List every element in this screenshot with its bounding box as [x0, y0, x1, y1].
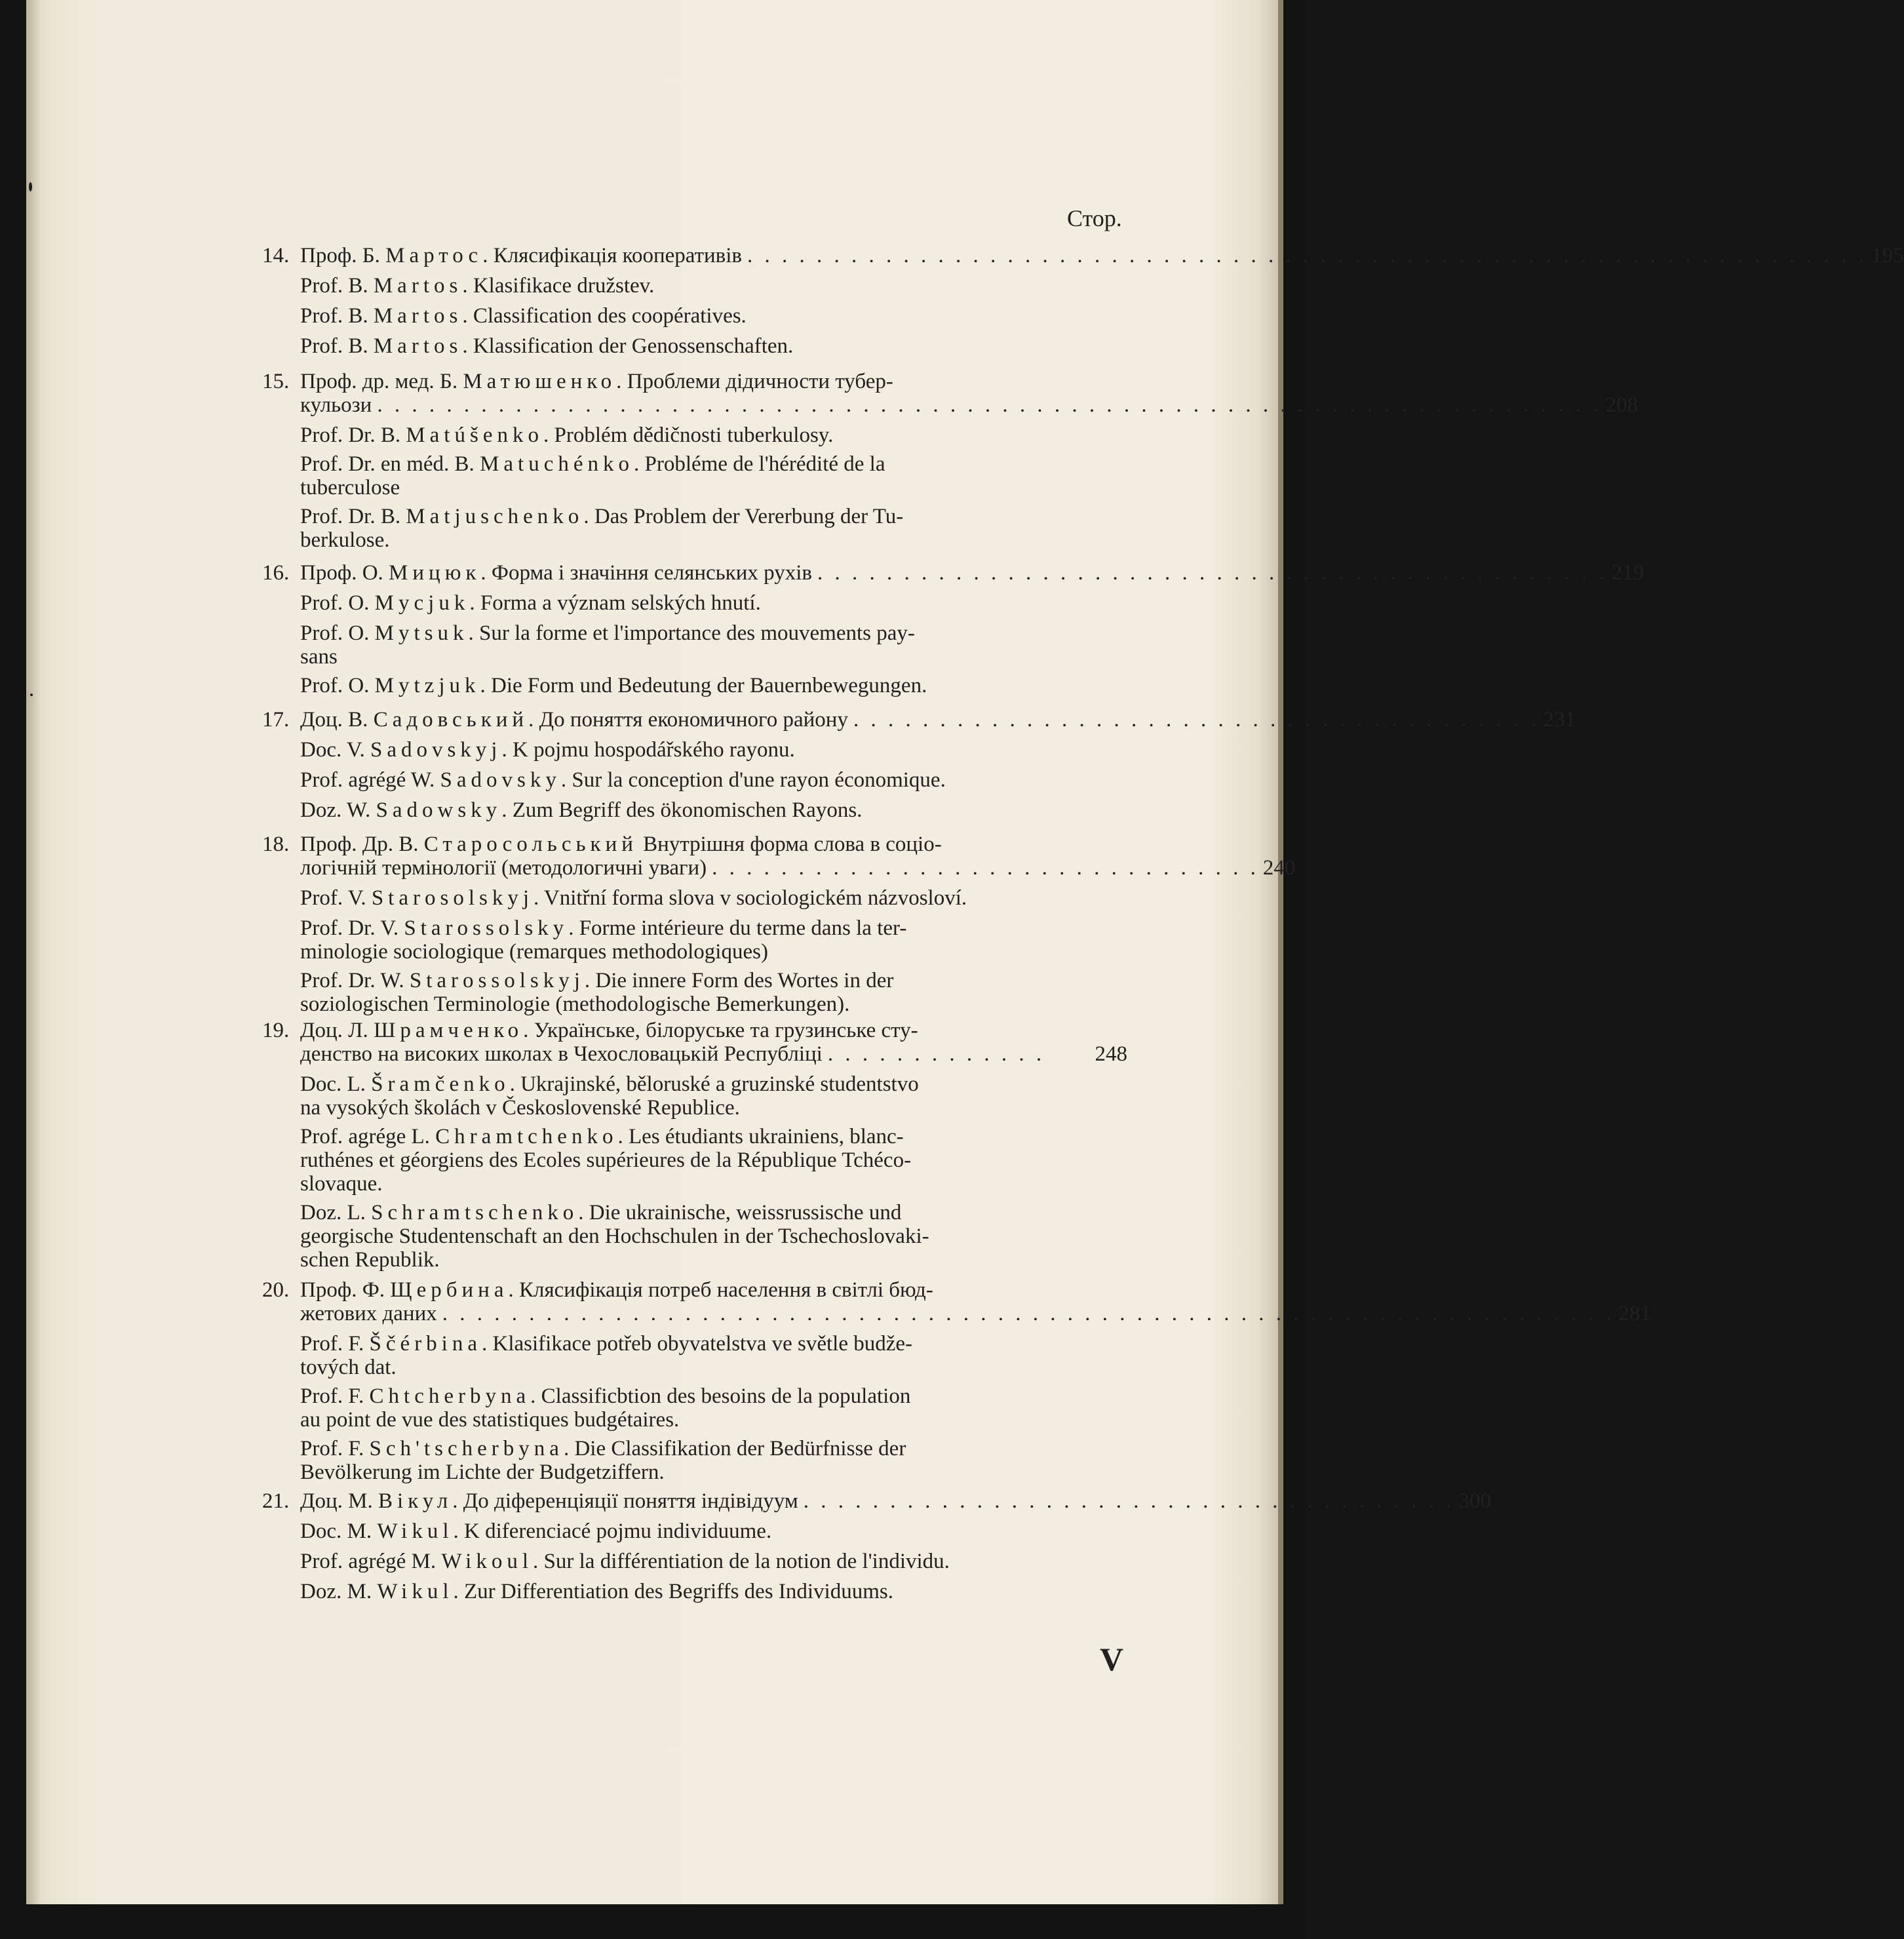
- leader-dots: . . . . . . . . . . . . . . . . . . . . . . . . . . . . . . . . . . . . . . . . . . . . . . . . . . . . . . . . . . . . . . . . .: [747, 244, 1868, 267]
- entry-title: . Клясифікація кооперативів: [482, 244, 743, 267]
- entry-title: . Форма і значіння селянських рухів: [480, 561, 812, 585]
- entry-title-cont: логічній термінології (методологичні уваги) . . . . . . . . . . . . . . . . . . . . . . . . . . . . . . . . 240: [300, 856, 1296, 880]
- leader-dots: . . . . . . . . . . . . . . . . . . . . . . . . . . . . . . . . . . . . . . . . . . . . . .: [817, 561, 1608, 585]
- translation-cont: slovaque.: [300, 1172, 383, 1196]
- leader-dots: . . . . . . . . . . . . . . . . . . . . . . . . . . . . . . . .: [712, 856, 1259, 880]
- page-number: 281: [1618, 1302, 1651, 1325]
- author-name: Sch'tscherbyna: [369, 1437, 564, 1460]
- translation-line: Prof. Dr. en méd. B. Matuchénko. Probléme de l'hérédité de la: [300, 452, 885, 476]
- entry-title-line: [300, 244, 1904, 268]
- entry-title-line: Доц. В. Садовський. До поняття економичного району . . . . . . . . . . . . . . . . . . . . . . . . . . . . . . . . . . . . . . . . 231: [300, 708, 1576, 732]
- author-name: Chtcherbyna: [369, 1384, 531, 1408]
- author-name: Starossolskyj: [409, 969, 585, 992]
- translation-line: Prof. F. Chtcherbyna. Classificbtion des besoins de la population: [300, 1384, 911, 1408]
- translation-line: Prof. B. Martos. Classification des coopératives.: [300, 304, 747, 328]
- translation-line: Prof. Dr. B. Matúšenko. Problém dědičnosti tuberkulosy.: [300, 423, 834, 447]
- translation-cont: georgische Studentenschaft an den Hochschulen in der Tschechoslovaki-: [300, 1224, 929, 1248]
- page-numeral: V: [1100, 1641, 1124, 1677]
- translation-cont: minologie sociologique (remarques methodologiques): [300, 940, 768, 964]
- author-name: Šramčenko: [371, 1072, 510, 1096]
- entry-number: 19.: [262, 1019, 290, 1042]
- author-name: Старосольський: [423, 832, 638, 856]
- author-name: Ščérbina: [369, 1332, 482, 1356]
- entry-number: 21.: [262, 1489, 290, 1513]
- entry-title-line: Проф. Др. В. Старосольський Внутрішня форма слова в соціо-: [300, 832, 942, 856]
- author-name: Матюшенко: [463, 370, 617, 393]
- translation-cont: Bevölkerung im Lichte der Budgetziffern.: [300, 1460, 665, 1484]
- translation-cont: na vysokých školách v Československé Republice.: [300, 1096, 740, 1120]
- translation-line: Doz. W. Sadowsky. Zum Begriff des ökonomischen Rayons.: [300, 798, 863, 822]
- author-name: Starossolsky: [404, 916, 569, 940]
- translation-line: Prof. O. Mycjuk. Forma a význam selských hnutí.: [300, 591, 761, 615]
- translation-line: Prof. Dr. B. Matjuschenko. Das Problem der Vererbung der Tu-: [300, 505, 904, 528]
- entry-title-cont: жетових даних . . . . . . . . . . . . . . . . . . . . . . . . . . . . . . . . . . . . . . . . . . . . . . . . . . . . . . . . . . . . . . . . . . . . 281: [300, 1302, 1651, 1325]
- author-name: Sadovskyj: [370, 738, 502, 762]
- author-name: Martos: [373, 334, 463, 358]
- entry-title: Внутрішня форма слова в соціо-: [637, 832, 942, 856]
- author-name: Matúšenko: [406, 423, 543, 447]
- entry-title: . До поняття економичного району: [528, 708, 848, 732]
- translation-line: Doz. L. Schramtschenko. Die ukrainische, weissrussische und: [300, 1201, 902, 1224]
- page-number: 219: [1611, 561, 1644, 585]
- entry-title: . Клясифікація потреб населення в світлі бюд-: [508, 1278, 933, 1302]
- translation-line: Doz. M. Wikul. Zur Differentiation des Begriffs des Individuums.: [300, 1580, 893, 1603]
- translation-cont: tuberculose: [300, 476, 400, 499]
- leader-dots: . . . . . . . . . . . . . . . . . . . . . . . . . . . . . . . . . . . . . .: [803, 1489, 1455, 1513]
- entry-number: 18.: [262, 832, 290, 856]
- author-name: Мицюк: [389, 561, 481, 585]
- entry-number: 16.: [262, 561, 290, 585]
- page-number: 195: [1871, 244, 1904, 267]
- author-name: Chramtchenko: [435, 1125, 618, 1148]
- entry-title-line: Проф. др. мед. Б. Матюшенко. Проблеми дідичности тубер-: [300, 370, 893, 393]
- translation-line: Prof. V. Starosolskyj. Vnitřní forma slova v sociologickém názvosloví.: [300, 886, 967, 910]
- author-name: Wikoul: [441, 1550, 534, 1573]
- leader-dots: . . . . . . . . . . . . . . . . . . . . . . . . . . . . . . . . . . . . . . . . . . . . . . . . . . . . . . . . . . . . . . . . . . . .: [442, 1302, 1615, 1325]
- translation-line: Prof. O. Mytsuk. Sur la forme et l'importance des mouvements pay-: [300, 621, 915, 645]
- entry-title-cont: кульози . . . . . . . . . . . . . . . . . . . . . . . . . . . . . . . . . . . . . . . . . . . . . . . . . . . . . . . . . . . . . . . . . . . . . . . 208: [300, 393, 1639, 417]
- translation-line: Doc. M. Wikul. K diferenciacé pojmu individuume.: [300, 1519, 772, 1543]
- author-name: Садовський: [373, 708, 529, 732]
- author-name: Starosolskyj: [371, 886, 534, 910]
- translation-cont: sans: [300, 645, 338, 669]
- translation-cont: tových dat.: [300, 1356, 397, 1379]
- translation-cont: au point de vue des statistiques budgétaires.: [300, 1408, 680, 1432]
- author-name: Matuchénko: [480, 452, 634, 476]
- entry-title-line: Проф. Ф. Щербина. Клясифікація потреб населення в світлі бюд-: [300, 1278, 933, 1302]
- entry-title-line: Проф. О. Мицюк. Форма і значіння селянських рухів . . . . . . . . . . . . . . . . . . . . . . . . . . . . . . . . . . . . . . . . . . . . . . 219: [300, 561, 1644, 585]
- author-name: Sadowsky: [376, 798, 502, 822]
- page-number: 231: [1543, 708, 1576, 732]
- author-name: Wikul: [377, 1519, 454, 1543]
- translation-line: Prof. B. Martos. Klasifikace družstev.: [300, 274, 655, 298]
- leader-dots: . . . . . . . . . . . . . . . . . . . . . . . . . . . . . . . . . . . . . . . . . . . . . . . . . . . . . . . . . . . . . . . . . . . . . . .: [377, 393, 1602, 417]
- translation-line: Prof. F. Sch'tscherbyna. Die Classifikation der Bedürfnisse der: [300, 1437, 906, 1460]
- translation-line: Prof. O. Mytzjuk. Die Form und Bedeutung der Bauernbewegungen.: [300, 674, 927, 697]
- translation-line: Prof. Dr. W. Starossolskyj. Die innere Form des Wortes in der: [300, 969, 894, 992]
- translation-cont: schen Republik.: [300, 1248, 440, 1272]
- author-name: Щербина: [390, 1278, 509, 1302]
- author-name: Wikul: [377, 1580, 454, 1603]
- page-number: 248: [1095, 1042, 1127, 1066]
- translation-line: Prof. agrégé M. Wikoul. Sur la différentiation de la notion de l'individu.: [300, 1550, 950, 1573]
- translation-line: Prof. agrége L. Chramtchenko. Les étudiants ukrainiens, blanc-: [300, 1125, 904, 1148]
- author-name: Matjuschenko: [406, 505, 584, 528]
- author-name: Mycjuk: [374, 591, 470, 615]
- entry-title: . Українське, білоруське та грузинське сту-: [523, 1019, 918, 1042]
- translation-cont: soziologischen Terminologie (methodologische Bemerkungen).: [300, 992, 850, 1016]
- entry-number: 17.: [262, 708, 290, 732]
- translation-line: Prof. B. Martos. Klassification der Genossenschaften.: [300, 334, 794, 358]
- author-name: Вікул: [378, 1489, 453, 1513]
- author-name: Мартос: [385, 244, 483, 267]
- translation-cont: berkulose.: [300, 528, 390, 552]
- entry-title-line: Доц. Л. Шрамченко. Українське, білоруське та грузинське сту-: [300, 1019, 918, 1042]
- author-name: Шрамченко: [374, 1019, 524, 1042]
- entry-title: . До діференціяції поняття індівідуум: [452, 1489, 798, 1513]
- translation-cont: ruthénes et géorgiens des Ecoles supérieures de la République Tchéco-: [300, 1148, 912, 1172]
- translation-line: Prof. agrégé W. Sadovsky. Sur la conception d'une rayon économique.: [300, 768, 946, 792]
- translation-line: Doc. L. Šramčenko. Ukrajinské, běloruské a gruzinské studentstvo: [300, 1072, 919, 1096]
- author-name: Martos: [373, 304, 463, 328]
- page-number: 240: [1262, 856, 1296, 880]
- page-number: 300: [1458, 1489, 1491, 1513]
- translation-line: Doc. V. Sadovskyj. K pojmu hospodářského rayonu.: [300, 738, 795, 762]
- page-column-label: Стор.: [1067, 205, 1122, 231]
- author-name: Schramtschenko: [371, 1201, 579, 1224]
- translation-line: Prof. F. Ščérbina. Klasifikace potřeb obyvatelstva ve světle budže-: [300, 1332, 913, 1356]
- entry-title-line: Доц. М. Вікул. До діференціяції поняття індівідуум . . . . . . . . . . . . . . . . . . . . . . . . . . . . . . . . . . . . . . 300: [300, 1489, 1491, 1513]
- title-prefix: Проф. Б.: [300, 244, 386, 267]
- entry-title-cont: денство на високих школах в Чехословацькій Республіці . . . . . . . . . . . . . 248: [300, 1042, 1127, 1066]
- translation-line: Prof. Dr. V. Starossolsky. Forme intérieure du terme dans la ter-: [300, 916, 907, 940]
- author-name: Mytsuk: [374, 621, 469, 645]
- leader-dots: . . . . . . . . . . . . .: [827, 1042, 1045, 1066]
- page-number: 208: [1605, 393, 1639, 417]
- author-name: Mytzjuk: [374, 674, 480, 697]
- author-name: Sadovsky: [440, 768, 561, 792]
- entry-number: 15.: [262, 370, 290, 393]
- leader-dots: . . . . . . . . . . . . . . . . . . . . . . . . . . . . . . . . . . . . . . . .: [853, 708, 1540, 732]
- entry-number: 14.: [262, 244, 290, 267]
- entry-title: . Проблеми дідичности тубер-: [616, 370, 893, 393]
- entry-number: 20.: [262, 1278, 290, 1302]
- author-name: Martos: [373, 274, 463, 298]
